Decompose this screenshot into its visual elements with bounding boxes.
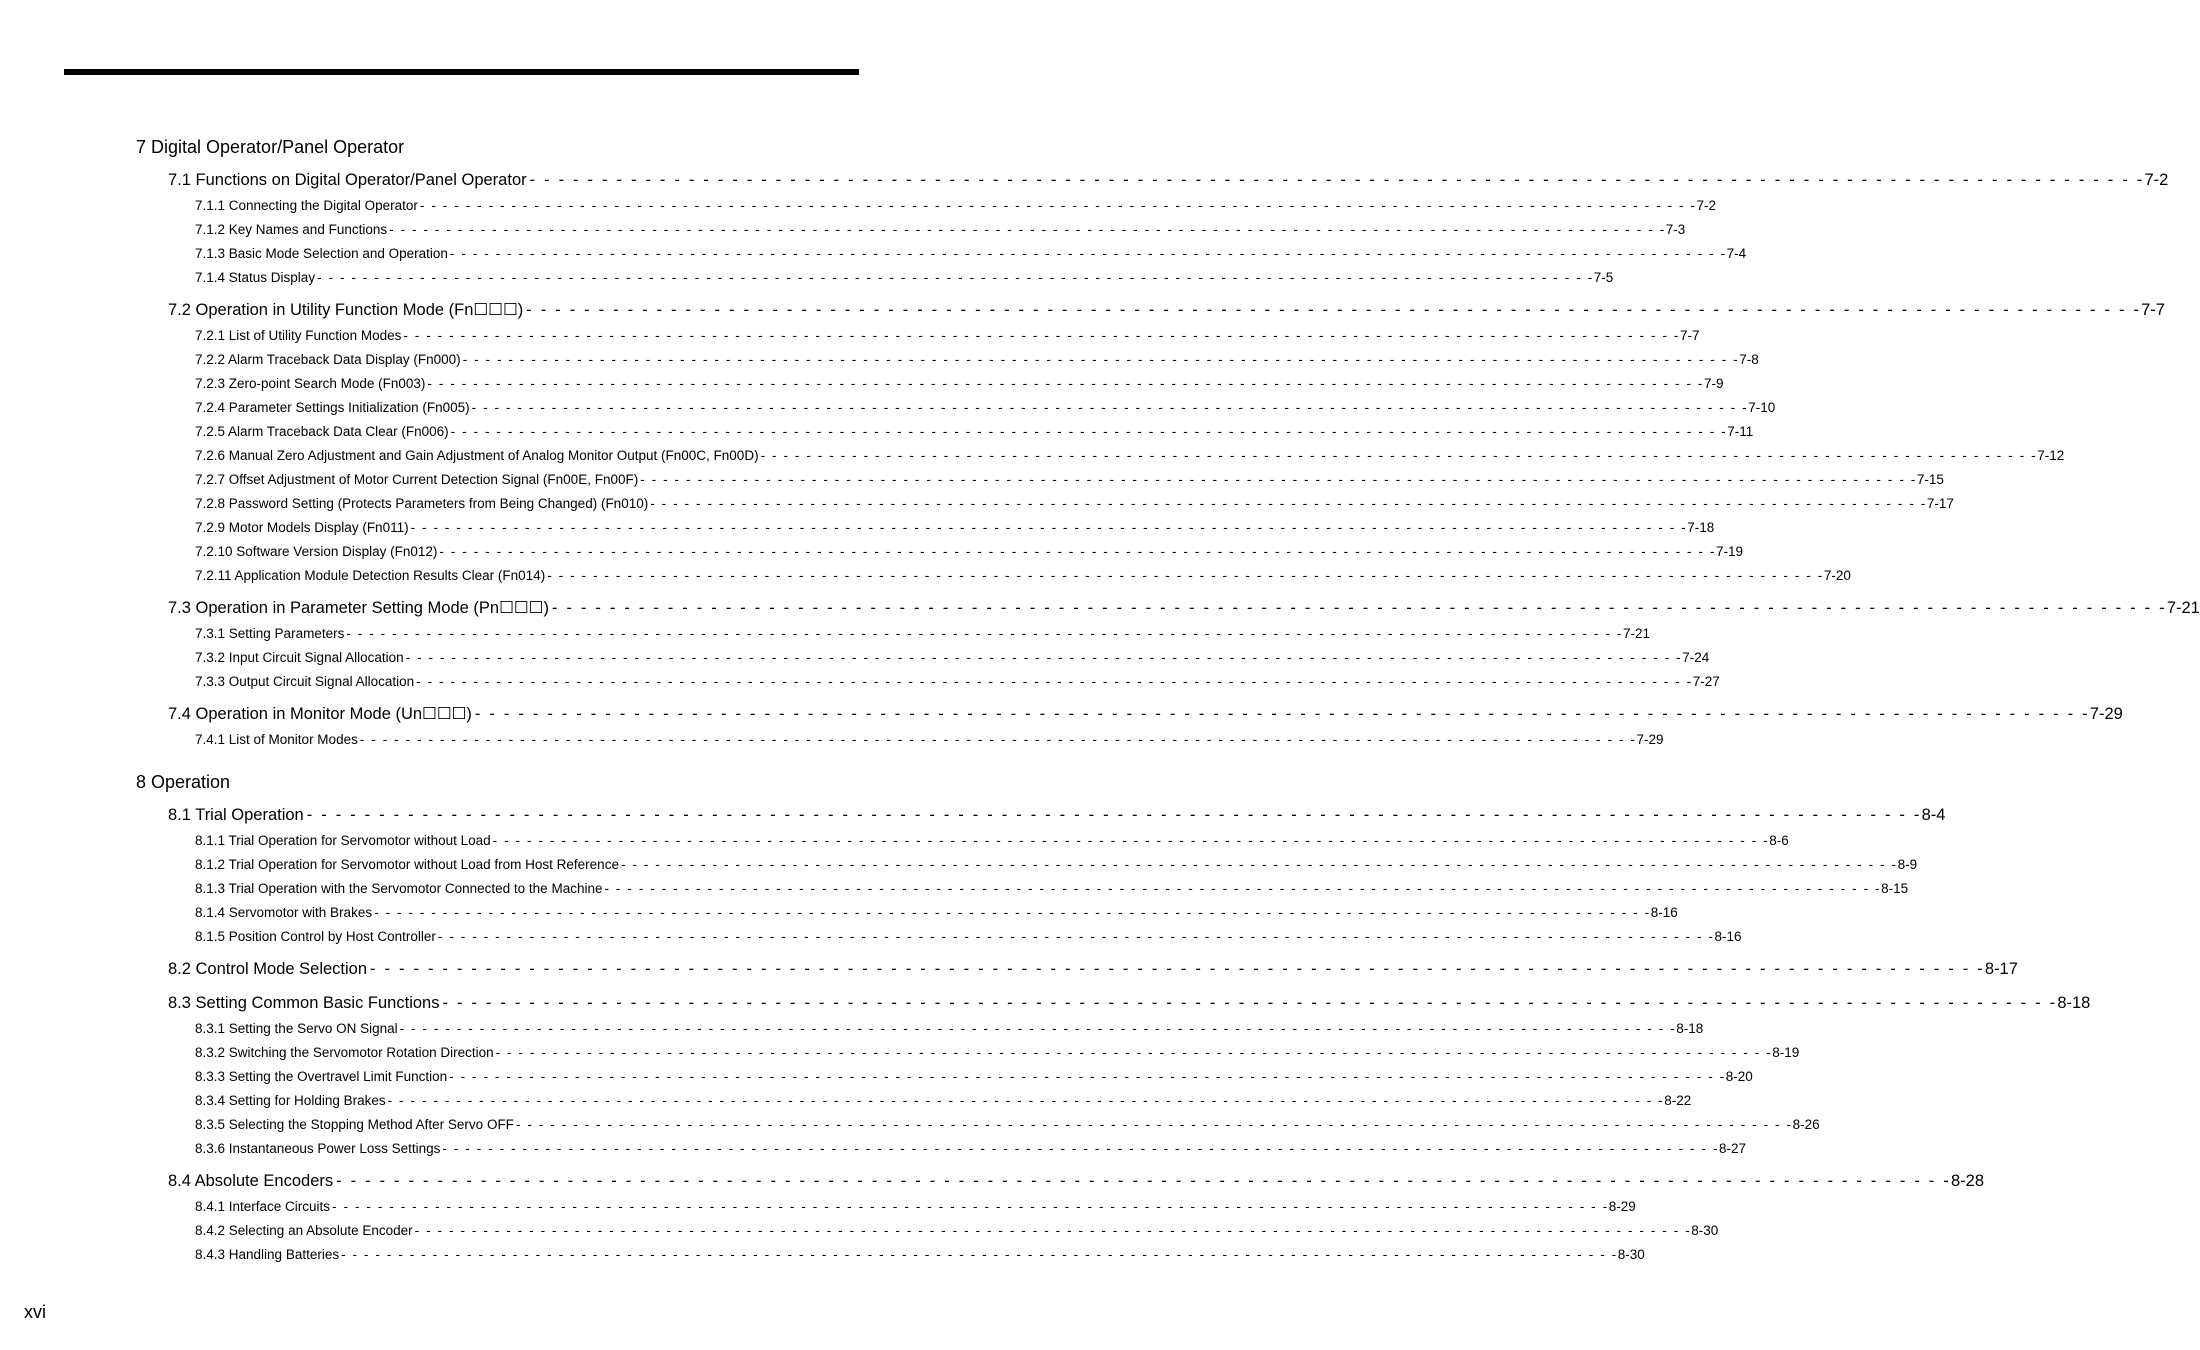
toc-section-entry[interactable]: [168, 704, 2123, 724]
entry-title: 8.1.2 Trial Operation for Servomotor without Load from Host Reference: [195, 857, 619, 872]
entry-title: 8.2 Control Mode Selection: [168, 960, 368, 978]
toc-section-entry[interactable]: [168, 598, 2200, 618]
entry-title: 8.3.3 Setting the Overtravel Limit Function: [195, 1069, 448, 1084]
dot-leader: - - - - - - - - - - - - - - - - - - - - - - - - - - - - - - - - - - - - - - - - - - - - - - - - - - - - - - - - - - - - - - - - - - - - - - - - - - - - - - - - - - - - - - - - - - - - - - - - - - - - - - - - - - - - - - - -: [450, 424, 1728, 439]
dot-leader: - - - - - - - - - - - - - - - - - - - - - - - - - - - - - - - - - - - - - - - - - - - - - - - - - - - - - - - - - - - - - - - - - - - - - - - - - - - - - - - - - - - - - - - - - - - - - - - - - - - - - - - - - - - - - - - -: [437, 929, 1715, 944]
toc-subsection-entry[interactable]: [195, 732, 1664, 748]
entry-title: 8.1.4 Servomotor with Brakes: [195, 905, 373, 920]
entry-title: 7.2.4 Parameter Settings Initialization (Fn005): [195, 400, 470, 415]
entry-page-number: 7-7: [1679, 328, 1700, 343]
dot-leader: - - - - - - - - - - - - - - - - - - - - - - - - - - - - - - - - - - - - - - - - - - - - - - - - - - - - - - - - - - - - - - - - - - - - - - - - - - - - - - - - - - - - - - - - - - - - - - - - - - - - - - - - - - - - - - - -: [449, 1069, 1726, 1084]
toc-subsection-entry[interactable]: [195, 376, 1724, 392]
entry-title: 7.1.2 Key Names and Functions: [195, 222, 388, 237]
entry-title: 8.1.1 Trial Operation for Servomotor without Load: [195, 833, 491, 848]
toc-subsection-entry[interactable]: [195, 270, 1614, 286]
dot-leader: - - - - - - - - - - - - - - - - - - - - - - - - - - - - - - - - - - - - - - - - - - - - - - - - - - - - - - - - - - - - - - - - - - - - - - - - - - - - - - - - - - - - - - - - - - - - - - - - - - - - - - - - - - - - - - - -: [317, 270, 1594, 285]
toc-subsection-entry[interactable]: [195, 352, 1759, 368]
entry-title: 8.3.4 Setting for Holding Brakes: [195, 1093, 386, 1108]
entry-page-number: 8-16: [1650, 905, 1678, 920]
entry-title: 7.2.1 List of Utility Function Modes: [195, 328, 402, 343]
toc-subsection-entry[interactable]: [195, 674, 1720, 690]
entry-page-number: 7-17: [1926, 496, 1954, 511]
entry-title: 7.2 Operation in Utility Function Mode (Fn☐☐☐): [168, 301, 524, 319]
dot-leader: - - - - - - - - - - - - - - - - - - - - - - - - - - - - - - - - - - - - - - - - - - - - - - - - - - - - - - - - - - - - - - - - - - - - - - - - - - - - - - - - - - - - - - - - - - - - - - - - - - - - - - - - - - - - - - - -: [640, 472, 1917, 487]
toc-subsection-entry[interactable]: [195, 520, 1715, 536]
entry-title: 7.2.3 Zero-point Search Mode (Fn003): [195, 376, 426, 391]
toc-subsection-entry[interactable]: [195, 1117, 1820, 1133]
entry-page-number: 7-4: [1726, 246, 1747, 261]
entry-page-number: 8-22: [1664, 1093, 1692, 1108]
header-rule: [64, 69, 859, 75]
entry-page-number: 7-20: [1823, 568, 1851, 583]
dot-leader: - - - - - - - - - - - - - - - - - - - - - - - - - - - - - - - - - - - - - - - - - - - - - - - - - - - - - - - - - - - - - - - - - - - - - - - - - - - - - - - - - - - - - - - - - - - - - - - - - - - - - - - - - - - - - - - -: [414, 1223, 1692, 1238]
entry-page-number: 8-20: [1725, 1069, 1753, 1084]
dot-leader: - - - - - - - - - - - - - - - - - - - - - - - - - - - - - - - - - - - - - - - - - - - - - - - - - - - - - - - - - - - - - - - - - - - - - - - - - - - - - - - - - - - - - - - - - - - - - - - - - - - - - - - - - - - - - - - -: [332, 1199, 1609, 1214]
entry-page-number: 8-29: [1608, 1199, 1636, 1214]
toc-section-entry[interactable]: [168, 1171, 1985, 1191]
entry-title: 7.3.1 Setting Parameters: [195, 626, 345, 641]
toc-section-entry[interactable]: [168, 300, 2165, 320]
toc-subsection-entry[interactable]: [195, 1045, 1800, 1061]
entry-title: 7.4.1 List of Monitor Modes: [195, 732, 358, 747]
toc-subsection-entry[interactable]: [195, 833, 1789, 849]
entry-title: 7.1.1 Connecting the Digital Operator: [195, 198, 418, 213]
dot-leader: - - - - - - - - - - - - - - - - - - - - - - - - - - - - - - - - - - - - - - - - - - - - - - - - - - - - - - - - - - - - - - - - - - - - - - - - - - - - - - - - - - - - - - - - - - - - - - - - - - - - - - - - - - - - - - - -: [551, 599, 2167, 617]
entry-page-number: 8-17: [1984, 960, 2018, 978]
entry-page-number: 8-27: [1719, 1141, 1747, 1156]
entry-page-number: 8-15: [1881, 881, 1909, 896]
entry-title: 7.1 Functions on Digital Operator/Panel Operator: [168, 171, 527, 189]
dot-leader: - - - - - - - - - - - - - - - - - - - - - - - - - - - - - - - - - - - - - - - - - - - - - - - - - - - - - - - - - - - - - - - - - - - - - - - - - - - - - - - - - - - - - - - - - - - - - - - - - - - - - - - - - - - - - - - -: [471, 400, 1749, 415]
dot-leader: - - - - - - - - - - - - - - - - - - - - - - - - - - - - - - - - - - - - - - - - - - - - - - - - - - - - - - - - - - - - - - - - - - - - - - - - - - - - - - - - - - - - - - - - - - - - - - - - - - - - - - - - - - - - - - - -: [405, 650, 1683, 665]
dot-leader: - - - - - - - - - - - - - - - - - - - - - - - - - - - - - - - - - - - - - - - - - - - - - - - - - - - - - - - - - - - - - - - - - - - - - - - - - - - - - - - - - - - - - - - - - - - - - - - - - - - - - - - - - - - - - - - -: [346, 626, 1623, 641]
toc-subsection-entry[interactable]: [195, 328, 1700, 344]
toc-subsection-entry[interactable]: [195, 568, 1851, 584]
chapter-8-heading: 8 Operation: [136, 772, 231, 792]
dot-leader: - - - - - - - - - - - - - - - - - - - - - - - - - - - - - - - - - - - - - - - - - - - - - - - - - - - - - - - - - - - - - - - - - - - - - - - - - - - - - - - - - - - - - - - - - - - - - - - - - - - - - - - - - - - - - - - -: [370, 960, 1985, 978]
entry-title: 8.3.5 Selecting the Stopping Method After Servo OFF: [195, 1117, 514, 1132]
entry-page-number: 8-28: [1950, 1172, 1985, 1190]
dot-leader: - - - - - - - - - - - - - - - - - - - - - - - - - - - - - - - - - - - - - - - - - - - - - - - - - - - - - - - - - - - - - - - - - - - - - - - - - - - - - - - - - - - - - - - - - - - - - - - - - - - - - - - - - - - - - - - -: [604, 881, 1882, 896]
toc-subsection-entry[interactable]: [195, 1093, 1692, 1109]
toc-subsection-entry[interactable]: [195, 1069, 1753, 1085]
entry-page-number: 7-21: [2166, 599, 2200, 617]
entry-title: 7.3.2 Input Circuit Signal Allocation: [195, 650, 404, 665]
entry-page-number: 7-10: [1748, 400, 1776, 415]
dot-leader: - - - - - - - - - - - - - - - - - - - - - - - - - - - - - - - - - - - - - - - - - - - - - - - - - - - - - - - - - - - - - - - - - - - - - - - - - - - - - - - - - - - - - - - - - - - - - - - - - - - - - - - - - - - - - - - -: [389, 222, 1666, 237]
dot-leader: - - - - - - - - - - - - - - - - - - - - - - - - - - - - - - - - - - - - - - - - - - - - - - - - - - - - - - - - - - - - - - - - - - - - - - - - - - - - - - - - - - - - - - - - - - - - - - - - - - - - - - - - - - - - - - - -: [427, 376, 1705, 391]
toc-subsection-entry[interactable]: [195, 905, 1678, 921]
entry-page-number: 7-3: [1665, 222, 1686, 237]
entry-page-number: 8-9: [1897, 857, 1918, 872]
entry-page-number: 7-12: [2037, 448, 2065, 463]
dot-leader: - - - - - - - - - - - - - - - - - - - - - - - - - - - - - - - - - - - - - - - - - - - - - - - - - - - - - - - - - - - - - - - - - - - - - - - - - - - - - - - - - - - - - - - - - - - - - - - - - - - - - - - - - - - - - - - -: [442, 1141, 1720, 1156]
toc-subsection-entry[interactable]: [195, 472, 1944, 488]
chapter-7-heading: 7 Digital Operator/Panel Operator: [136, 137, 405, 157]
dot-leader: - - - - - - - - - - - - - - - - - - - - - - - - - - - - - - - - - - - - - - - - - - - - - - - - - - - - - - - - - - - - - - - - - - - - - - - - - - - - - - - - - - - - - - - - - - - - - - - - - - - - - - - - - - - - - - - -: [492, 833, 1770, 848]
entry-page-number: 7-11: [1727, 424, 1754, 439]
entry-title: 7.2.8 Password Setting (Protects Parameters from Being Changed) (Fn010): [195, 496, 649, 511]
dot-leader: - - - - - - - - - - - - - - - - - - - - - - - - - - - - - - - - - - - - - - - - - - - - - - - - - - - - - - - - - - - - - - - - - - - - - - - - - - - - - - - - - - - - - - - - - - - - - - - - - - - - - - - - - - - - - - - -: [403, 328, 1680, 343]
dot-leader: - - - - - - - - - - - - - - - - - - - - - - - - - - - - - - - - - - - - - - - - - - - - - - - - - - - - - - - - - - - - - - - - - - - - - - - - - - - - - - - - - - - - - - - - - - - - - - - - - - - - - - - - - - - - - - - -: [462, 352, 1740, 367]
dot-leader: - - - - - - - - - - - - - - - - - - - - - - - - - - - - - - - - - - - - - - - - - - - - - - - - - - - - - - - - - - - - - - - - - - - - - - - - - - - - - - - - - - - - - - - - - - - - - - - - - - - - - - - - - - - - - - - -: [416, 674, 1693, 689]
entry-title: 8.1 Trial Operation: [168, 806, 304, 824]
entry-page-number: 7-29: [2089, 705, 2123, 723]
dot-leader: - - - - - - - - - - - - - - - - - - - - - - - - - - - - - - - - - - - - - - - - - - - - - - - - - - - - - - - - - - - - - - - - - - - - - - - - - - - - - - - - - - - - - - - - - - - - - - - - - - - - - - - - - - - - - - - -: [419, 198, 1697, 213]
toc-subsection-entry[interactable]: [195, 626, 1651, 642]
toc-subsection-entry[interactable]: [195, 246, 1747, 262]
toc-section-entry[interactable]: [168, 993, 2091, 1013]
dot-leader: - - - - - - - - - - - - - - - - - - - - - - - - - - - - - - - - - - - - - - - - - - - - - - - - - - - - - - - - - - - - - - - - - - - - - - - - - - - - - - - - - - - - - - - - - - - - - - - - - - - - - - - - - - - - - - - -: [387, 1093, 1665, 1108]
dot-leader: - - - - - - - - - - - - - - - - - - - - - - - - - - - - - - - - - - - - - - - - - - - - - - - - - - - - - - - - - - - - - - - - - - - - - - - - - - - - - - - - - - - - - - - - - - - - - - - - - - - - - - - - - - - - - - - -: [359, 732, 1637, 747]
dot-leader: - - - - - - - - - - - - - - - - - - - - - - - - - - - - - - - - - - - - - - - - - - - - - - - - - - - - - - - - - - - - - - - - - - - - - - - - - - - - - - - - - - - - - - - - - - - - - - - - - - - - - - - - - - - - - - - -: [341, 1247, 1618, 1262]
entry-page-number: 7-7: [2141, 301, 2165, 319]
entry-page-number: 7-29: [1636, 732, 1664, 747]
dot-leader: - - - - - - - - - - - - - - - - - - - - - - - - - - - - - - - - - - - - - - - - - - - - - - - - - - - - - - - - - - - - - - - - - - - - - - - - - - - - - - - - - - - - - - - - - - - - - - - - - - - - - - - - - - - - - - - -: [410, 520, 1688, 535]
entry-title: 8.1.3 Trial Operation with the Servomotor Connected to the Machine: [195, 881, 603, 896]
toc-subsection-entry[interactable]: [195, 881, 1909, 897]
toc-subsection-entry[interactable]: [195, 448, 2065, 464]
entry-page-number: 8-18: [2057, 994, 2091, 1012]
toc-subsection-entry[interactable]: [195, 496, 1954, 512]
page-number: xvi: [24, 1302, 46, 1322]
entry-title: 8.4.3 Handling Batteries: [195, 1247, 340, 1262]
entry-page-number: 7-15: [1916, 472, 1944, 487]
entry-page-number: 7-9: [1704, 376, 1724, 391]
toc-subsection-entry[interactable]: [195, 1141, 1747, 1157]
entry-page-number: 8-6: [1769, 833, 1789, 848]
entry-title: 7.4 Operation in Monitor Mode (Un☐☐☐): [168, 705, 472, 723]
dot-leader: - - - - - - - - - - - - - - - - - - - - - - - - - - - - - - - - - - - - - - - - - - - - - - - - - - - - - - - - - - - - - - - - - - - - - - - - - - - - - - - - - - - - - - - - - - - - - - - - - - - - - - - - - - - - - - - -: [650, 496, 1927, 511]
entry-title: 8.4 Absolute Encoders: [168, 1172, 334, 1190]
dot-leader: - - - - - - - - - - - - - - - - - - - - - - - - - - - - - - - - - - - - - - - - - - - - - - - - - - - - - - - - - - - - - - - - - - - - - - - - - - - - - - - - - - - - - - - - - - - - - - - - - - - - - - - - - - - - - - - -: [526, 301, 2142, 319]
entry-page-number: 7-2: [1696, 198, 1717, 213]
toc-subsection-entry[interactable]: [195, 198, 1717, 214]
toc-subsection-entry[interactable]: [195, 650, 1710, 666]
entry-title: 7.2.9 Motor Models Display (Fn011): [195, 520, 409, 535]
dot-leader: - - - - - - - - - - - - - - - - - - - - - - - - - - - - - - - - - - - - - - - - - - - - - - - - - - - - - - - - - - - - - - - - - - - - - - - - - - - - - - - - - - - - - - - - - - - - - - - - - - - - - - - - - - - - - - - -: [442, 994, 2058, 1012]
dot-leader: - - - - - - - - - - - - - - - - - - - - - - - - - - - - - - - - - - - - - - - - - - - - - - - - - - - - - - - - - - - - - - - - - - - - - - - - - - - - - - - - - - - - - - - - - - - - - - - - - - - - - - - - - - - - - - - -: [529, 171, 2145, 189]
entry-title: 7.2.2 Alarm Traceback Data Display (Fn000): [195, 352, 461, 367]
entry-title: 7.2.11 Application Module Detection Results Clear (Fn014): [195, 568, 546, 583]
toc-section-entry[interactable]: [168, 805, 1946, 825]
entry-title: 8.3.1 Setting the Servo ON Signal: [195, 1021, 398, 1036]
entry-title: 7.2.5 Alarm Traceback Data Clear (Fn006): [195, 424, 449, 439]
toc-subsection-entry[interactable]: [195, 1247, 1645, 1263]
entry-title: 7.1.4 Status Display: [195, 270, 316, 285]
dot-leader: - - - - - - - - - - - - - - - - - - - - - - - - - - - - - - - - - - - - - - - - - - - - - - - - - - - - - - - - - - - - - - - - - - - - - - - - - - - - - - - - - - - - - - - - - - - - - - - - - - - - - - - - - - - - - - - -: [547, 568, 1824, 583]
entry-title: 8.4.1 Interface Circuits: [195, 1199, 331, 1214]
dot-leader: - - - - - - - - - - - - - - - - - - - - - - - - - - - - - - - - - - - - - - - - - - - - - - - - - - - - - - - - - - - - - - - - - - - - - - - - - - - - - - - - - - - - - - - - - - - - - - - - - - - - - - - - - - - - - - - -: [439, 544, 1717, 559]
dot-leader: - - - - - - - - - - - - - - - - - - - - - - - - - - - - - - - - - - - - - - - - - - - - - - - - - - - - - - - - - - - - - - - - - - - - - - - - - - - - - - - - - - - - - - - - - - - - - - - - - - - - - - - - - - - - - - - -: [374, 905, 1651, 920]
entry-page-number: 8-4: [1921, 806, 1946, 824]
entry-title: 7.2.7 Offset Adjustment of Motor Current Detection Signal (Fn00E, Fn00F): [195, 472, 639, 487]
toc-subsection-entry[interactable]: [195, 544, 1744, 560]
entry-title: 8.3.2 Switching the Servomotor Rotation Direction: [195, 1045, 494, 1060]
entry-title: 7.1.3 Basic Mode Selection and Operation: [195, 246, 448, 261]
entry-title: 8.3 Setting Common Basic Functions: [168, 994, 440, 1012]
entry-page-number: 7-8: [1739, 352, 1759, 367]
toc-subsection-entry[interactable]: [195, 424, 1754, 440]
entry-page-number: 7-24: [1682, 650, 1710, 665]
entry-page-number: 7-2: [2144, 171, 2169, 189]
dot-leader: - - - - - - - - - - - - - - - - - - - - - - - - - - - - - - - - - - - - - - - - - - - - - - - - - - - - - - - - - - - - - - - - - - - - - - - - - - - - - - - - - - - - - - - - - - - - - - - - - - - - - - - - - - - - - - - -: [495, 1045, 1773, 1060]
toc-subsection-entry[interactable]: [195, 1223, 1719, 1239]
toc-subsection-entry[interactable]: [195, 929, 1742, 945]
dot-leader: - - - - - - - - - - - - - - - - - - - - - - - - - - - - - - - - - - - - - - - - - - - - - - - - - - - - - - - - - - - - - - - - - - - - - - - - - - - - - - - - - - - - - - - - - - - - - - - - - - - - - - - - - - - - - - - -: [760, 448, 2038, 463]
entry-page-number: 7-27: [1692, 674, 1720, 689]
entry-page-number: 7-5: [1593, 270, 1614, 285]
dot-leader: - - - - - - - - - - - - - - - - - - - - - - - - - - - - - - - - - - - - - - - - - - - - - - - - - - - - - - - - - - - - - - - - - - - - - - - - - - - - - - - - - - - - - - - - - - - - - - - - - - - - - - - - - - - - - - - -: [515, 1117, 1793, 1132]
dot-leader: - - - - - - - - - - - - - - - - - - - - - - - - - - - - - - - - - - - - - - - - - - - - - - - - - - - - - - - - - - - - - - - - - - - - - - - - - - - - - - - - - - - - - - - - - - - - - - - - - - - - - - - - - - - - - - - -: [306, 806, 1922, 824]
entry-title: 8.3.6 Instantaneous Power Loss Settings: [195, 1141, 441, 1156]
toc-subsection-entry[interactable]: [195, 1199, 1636, 1215]
entry-title: 8.4.2 Selecting an Absolute Encoder: [195, 1223, 413, 1238]
dot-leader: - - - - - - - - - - - - - - - - - - - - - - - - - - - - - - - - - - - - - - - - - - - - - - - - - - - - - - - - - - - - - - - - - - - - - - - - - - - - - - - - - - - - - - - - - - - - - - - - - - - - - - - - - - - - - - - -: [336, 1172, 1951, 1190]
entry-page-number: 7-18: [1687, 520, 1715, 535]
entry-page-number: 8-19: [1772, 1045, 1800, 1060]
toc-subsection-entry[interactable]: [195, 857, 1918, 873]
toc-subsection-entry[interactable]: [195, 222, 1686, 238]
entry-title: 8.1.5 Position Control by Host Controller: [195, 929, 436, 944]
entry-page-number: 8-18: [1676, 1021, 1704, 1036]
entry-title: 7.3.3 Output Circuit Signal Allocation: [195, 674, 415, 689]
entry-page-number: 7-21: [1622, 626, 1651, 641]
dot-leader: - - - - - - - - - - - - - - - - - - - - - - - - - - - - - - - - - - - - - - - - - - - - - - - - - - - - - - - - - - - - - - - - - - - - - - - - - - - - - - - - - - - - - - - - - - - - - - - - - - - - - - - - - - - - - - - -: [474, 705, 2090, 723]
entry-title: 7.3 Operation in Parameter Setting Mode (Pn☐☐☐): [168, 599, 549, 617]
toc-subsection-entry[interactable]: [195, 400, 1776, 416]
toc-section-entry[interactable]: [168, 170, 2169, 190]
dot-leader: - - - - - - - - - - - - - - - - - - - - - - - - - - - - - - - - - - - - - - - - - - - - - - - - - - - - - - - - - - - - - - - - - - - - - - - - - - - - - - - - - - - - - - - - - - - - - - - - - - - - - - - - - - - - - - - -: [620, 857, 1898, 872]
entry-title: 7.2.6 Manual Zero Adjustment and Gain Adjustment of Analog Monitor Output (Fn00C, Fn00D): [195, 448, 759, 463]
toc-section-entry[interactable]: [168, 959, 2018, 979]
dot-leader: - - - - - - - - - - - - - - - - - - - - - - - - - - - - - - - - - - - - - - - - - - - - - - - - - - - - - - - - - - - - - - - - - - - - - - - - - - - - - - - - - - - - - - - - - - - - - - - - - - - - - - - - - - - - - - - -: [449, 246, 1727, 261]
entry-page-number: 8-16: [1714, 929, 1742, 944]
entry-page-number: 8-30: [1691, 1223, 1719, 1238]
entry-page-number: 8-26: [1792, 1117, 1820, 1132]
entry-title: 7.2.10 Software Version Display (Fn012): [195, 544, 438, 559]
entry-page-number: 8-30: [1617, 1247, 1645, 1262]
dot-leader: - - - - - - - - - - - - - - - - - - - - - - - - - - - - - - - - - - - - - - - - - - - - - - - - - - - - - - - - - - - - - - - - - - - - - - - - - - - - - - - - - - - - - - - - - - - - - - - - - - - - - - - - - - - - - - - -: [399, 1021, 1677, 1036]
toc-subsection-entry[interactable]: [195, 1021, 1704, 1037]
entry-page-number: 7-19: [1716, 544, 1744, 559]
